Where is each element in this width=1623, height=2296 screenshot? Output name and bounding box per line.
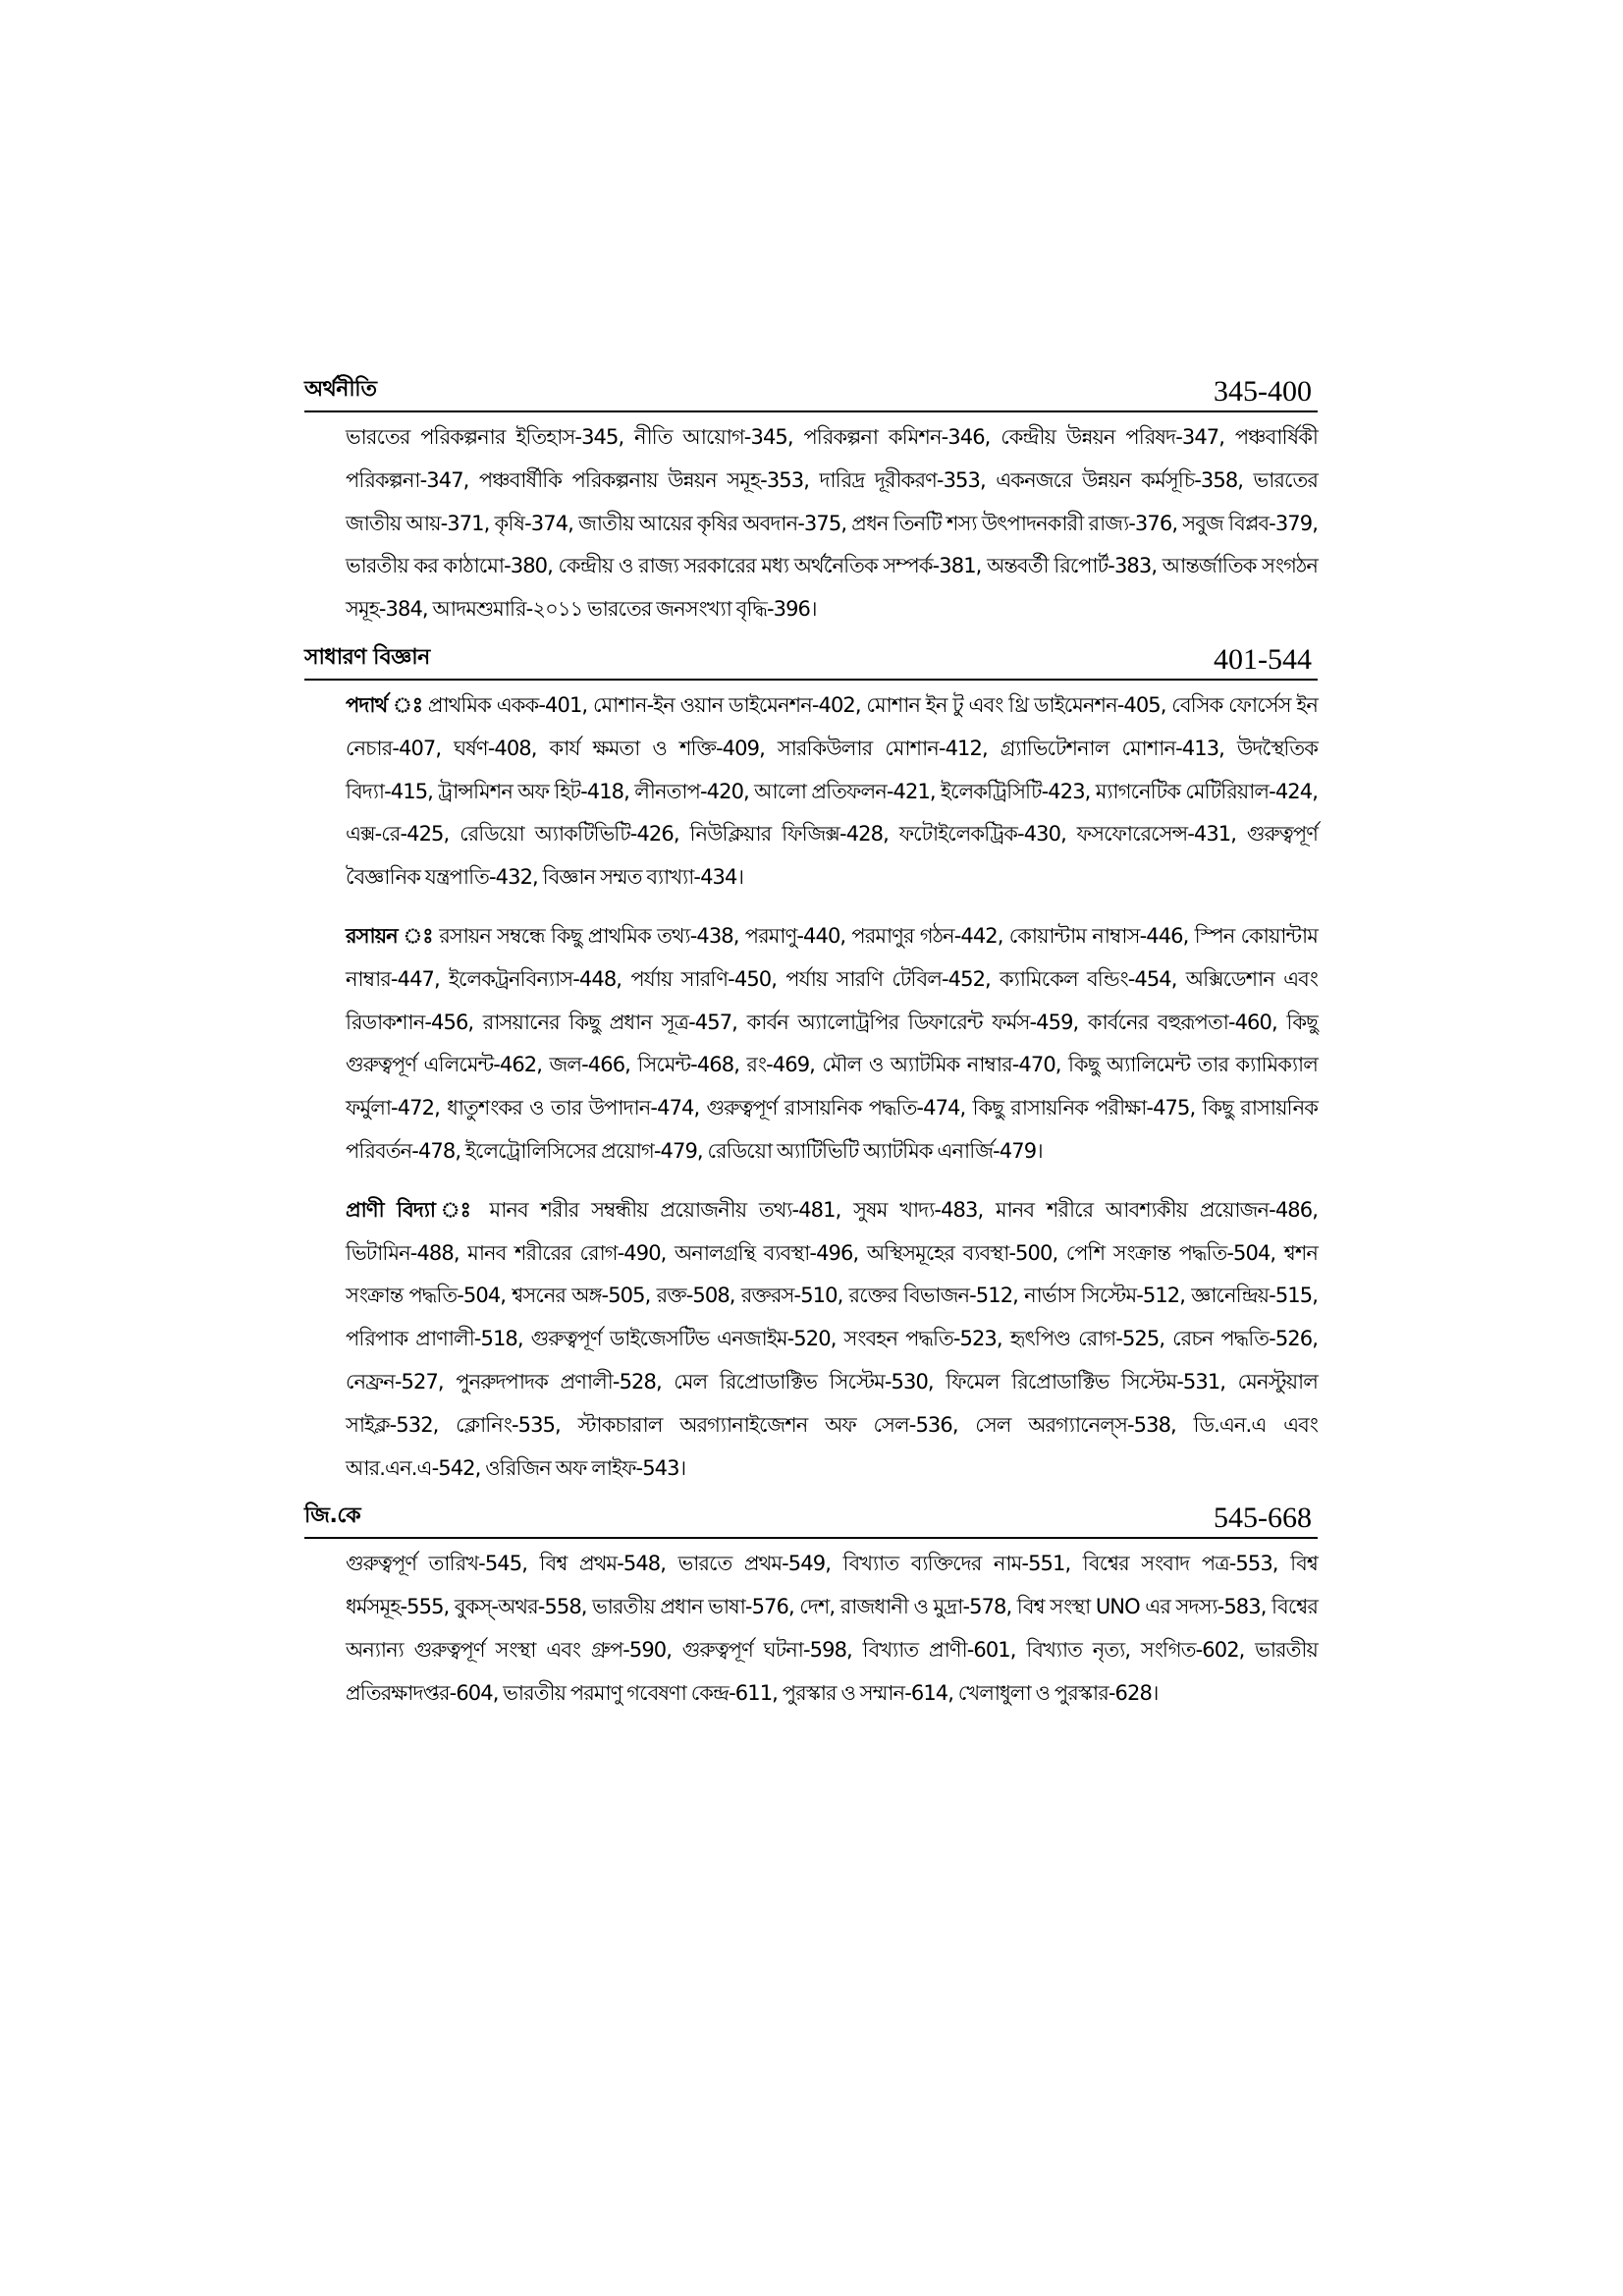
contents-list — [304, 373, 1318, 1725]
section-body — [304, 1539, 1318, 1715]
section-header — [304, 641, 1318, 681]
section-header — [304, 1500, 1318, 1539]
section-header — [304, 373, 1318, 412]
body-text: প্রাথমিক একক-401, মোশান-ইন ওয়ান ডাইমেনশন-402, মোশান ইন টু এবং থ্রি ডাইমেনশন-405, বেসিক ফোর্সেস ইন নেচার-407, ঘর্ষণ-408, কার্য ক্ষমতা ও শক্তি-409, সারকিউলার মোশান-412, গ্র্যাভিটেশনাল মোশান-413, উদস্থৈতিক বিদ্যা-415, ট্রান্সমিশন অফ হিট-418, লীনতাপ-420, আলো প্রতিফলন-421, ইলেকট্রিসিটি-423, ম্যাগনেটিক মেটিরিয়াল-424, এক্স-রে-425, রেডিয়ো অ্যাকটিভিটি-426, নিউক্লিয়ার ফিজিক্স-428, ফটোইলেকট্রিক-430, ফসফোরেসেন্স-431, গুরুত্বপূর্ণ বৈজ্ঞানিক যন্ত্রপাতি-432, বিজ্ঞান সম্মত ব্যাখ্যা-434। — [346, 692, 1318, 890]
section-economics — [304, 373, 1318, 631]
page-range: 401-544 — [1214, 642, 1312, 676]
zoology-paragraph — [304, 1189, 1318, 1491]
section-body — [304, 412, 1318, 631]
subsection-label: প্রাণী বিদ্যা ঃ — [346, 1197, 477, 1222]
physics-paragraph — [304, 681, 1318, 900]
page-range: 345-400 — [1214, 375, 1312, 408]
section-title: সাধারণ বিজ্ঞান — [304, 644, 430, 670]
section-general-science — [304, 641, 1318, 1490]
body-text: গুরুত্বপূর্ণ তারিখ-545, বিশ্ব প্রথম-548, ভারতে প্রথম-549, বিখ্যাত ব্যক্তিদের নাম-551, বিশ্বের সংবাদ পত্র-553, বিশ্ব ধর্মসমূহ-555, বুকস্-অথর-558, ভারতীয় প্রধান ভাষা-576, দেশ, রাজধানী ও মুদ্রা-578, বিশ্ব সংস্থা UNO এর সদস্য-583, বিশ্বের অন্যান্য গুরুত্বপূর্ণ সংস্থা এবং গ্রুপ-590, গুরুত্বপূর্ণ ঘটনা-598, বিখ্যাত প্রাণী-601, বিখ্যাত নৃত্য, সংগিত-602, ভারতীয় প্রতিরক্ষাদপ্তর-604, ভারতীয় পরমাণু গবেষণা কেন্দ্র-611, পুরস্কার ও সম্মান-614, খেলাধুলা ও পুরস্কার-628। — [346, 1552, 1318, 1705]
section-gk — [304, 1500, 1318, 1715]
page-range: 545-668 — [1214, 1502, 1312, 1535]
body-text: ভারতের পরিকল্পনার ইতিহাস-345, নীতি আয়োগ-345, পরিকল্পনা কমিশন-346, কেন্দ্রীয় উন্নয়ন পরিষদ-347, পঞ্চবার্ষিকী পরিকল্পনা-347, পঞ্চবার্ষীকি পরিকল্পনায় উন্নয়ন সমূহ-353, দারিদ্র দূরীকরণ-353, একনজরে উন্নয়ন কর্মসূচি-358, ভারতের জাতীয় আয়-371, কৃষি-374, জাতীয় আয়ের কৃষির অবদান-375, প্রধন তিনটি শস্য উৎপাদনকারী রাজ্য-376, সবুজ বিপ্লব-379, ভারতীয় কর কাঠামো-380, কেন্দ্রীয় ও রাজ্য সরকারের মধ্য অর্থনৈতিক সম্পর্ক-381, অন্তবর্তী রিপোর্ট-383, আন্তর্জাতিক সংগঠন সমূহ-384, আদমশুমারি-২০১১ ভারতের জনসংখ্যা বৃদ্ধি-396। — [346, 425, 1318, 622]
body-text: মানব শরীর সম্বন্ধীয় প্রয়োজনীয় তথ্য-481, সুষম খাদ্য-483, মানব শরীরে আবশ্যকীয় প্রয়োজন-486, ভিটামিন-488, মানব শরীরের রোগ-490, অনালগ্রন্থি ব্যবস্থা-496, অস্থিসমূহের ব্যবস্থা-500, পেশি সংক্রান্ত পদ্ধতি-504, শ্বশন সংক্রান্ত পদ্ধতি-504, শ্বসনের অঙ্গ-505, রক্ত-508, রক্তরস-510, রক্তের বিভাজন-512, নার্ভাস সিস্টেম-512, জ্ঞানেন্দ্রিয়-515, পরিপাক প্রাণালী-518, গুরুত্বপূর্ণ ডাইজেসটিভ এনজাইম-520, সংবহন পদ্ধতি-523, হৃৎপিণ্ড রোগ-525, রেচন পদ্ধতি-526, নেফ্রন-527, পুনরুদপাদক প্রণালী-528, মেল রিপ্রোডাক্টিভ সিস্টেম-530, ফিমেল রিপ্রোডাক্টিভ সিস্টেম-531, মেনস্টুয়াল সাইক্ল-532, ক্লোনিং-535, স্টাকচারাল অরগ্যানাইজেশন অফ সেল-536, সেল অরগ্যানেল্স-538, ডি.এন.এ এবং আর.এন.এ-542, ওরিজিন অফ লাইফ-543। — [346, 1197, 1319, 1480]
section-title: অর্থনীতি — [304, 377, 377, 402]
body-text: রসায়ন সম্বন্ধে কিছু প্রাথমিক তথ্য-438, পরমাণু-440, পরমাণুর গঠন-442, কোয়ান্টাম নাম্বাস-446, স্পিন কোয়ান্টাম নাম্বার-447, ইলেকট্রনবিন্যাস-448, পর্যায় সারণি-450, পর্যায় সারণি টেবিল-452, ক্যামিকেল বন্ডিং-454, অক্সিডেশান এবং রিডাকশান-456, রাসয়ানের কিছু প্রধান সূত্র-457, কার্বন অ্যালোট্রপির ডিফারেন্ট ফর্মস-459, কার্বনের বহুরূপতা-460, কিছু গুরুত্বপূর্ণ এলিমেন্ট-462, জল-466, সিমেন্ট-468, রং-469, মৌল ও অ্যাটমিক নাম্বার-470, কিছু অ্যালিমেন্ট তার ক্যামিক্যাল ফর্মুলা-472, ধাতুশংকর ও তার উপাদান-474, গুরুত্বপূর্ণ রাসায়নিক পদ্ধতি-474, কিছু রাসায়নিক পরীক্ষা-475, কিছু রাসায়নিক পরিবর্তন-478, ইলেট্রোলিসিসের প্রয়োগ-479, রেডিয়ো অ্যাটিভিটি অ্যাটমিক এনার্জি-479। — [346, 923, 1319, 1163]
chemistry-paragraph — [304, 915, 1318, 1174]
section-title: জি.কে — [304, 1503, 361, 1529]
subsection-label: পদার্থ ঃ — [346, 692, 423, 717]
subsection-label: রসায়ন ঃ — [346, 923, 433, 948]
